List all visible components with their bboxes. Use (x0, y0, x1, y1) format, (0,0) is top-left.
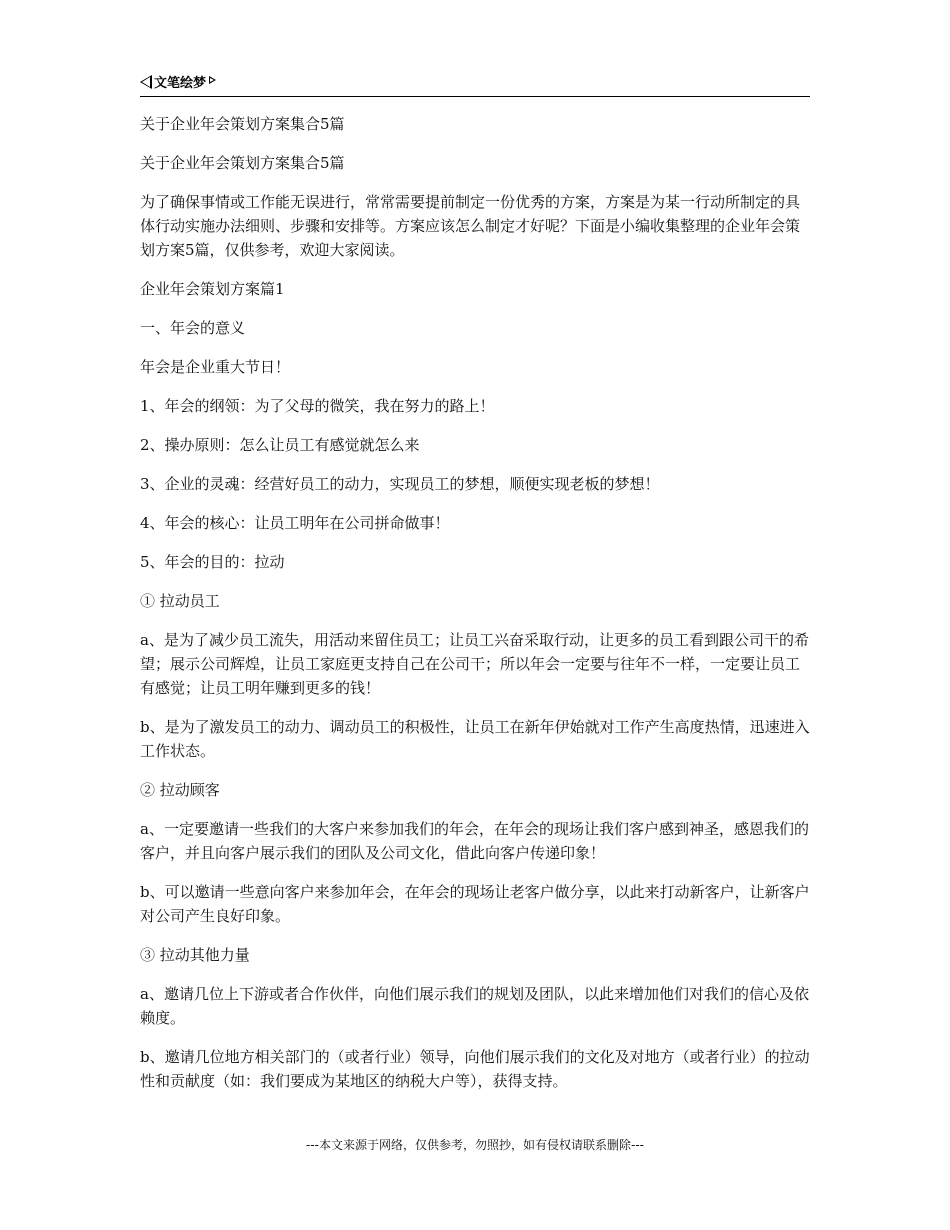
page-footer: ---本文来源于网络，仅供参考，勿照抄，如有侵权请联系删除--- (306, 1138, 644, 1152)
list-item: 5、年会的目的：拉动 (140, 553, 285, 571)
page-header (140, 72, 810, 97)
paragraph: b、是为了激发员工的动力、调动员工的积极性，让员工在新年伊始就对工作产生高度热情，迅速进入工作状态。 (140, 718, 810, 760)
paragraph: 年会是企业重大节日！ (140, 358, 291, 376)
subheading: ② 拉动顾客 (140, 781, 220, 799)
document-subtitle: 关于企业年会策划方案集合5篇 (140, 154, 345, 172)
list-item: 4、年会的核心：让员工明年在公司拼命做事！ (140, 514, 450, 532)
section-heading: 企业年会策划方案篇1 (140, 280, 285, 298)
brand-name: 文笔绘梦 (154, 76, 207, 91)
paragraph: b、可以邀请一些意向客户来参加年会，在年会的现场让老客户做分享，以此来打动新客户，让新客户对公司产生良好印象。 (140, 883, 810, 925)
paragraph: a、邀请几位上下游或者合作伙伴，向他们展示我们的规划及团队，以此来增加他们对我们的信心及依赖度。 (140, 985, 809, 1027)
paragraph: a、是为了减少员工流失，用活动来留住员工；让员工兴奋采取行动，让更多的员工看到跟公司干的希望；展示公司辉煌，让员工家庭更支持自己在公司干；所以年会一定要与往年不一样，一定要让员工有感觉；让员工明年赚到更多的钱！ (140, 631, 809, 697)
brand-logo (140, 72, 216, 91)
subheading: ③ 拉动其他力量 (140, 946, 250, 964)
subheading: ① 拉动员工 (140, 592, 220, 610)
list-item: 1、年会的纲领：为了父母的微笑，我在努力的路上！ (140, 397, 495, 415)
list-item: 3、企业的灵魂：经营好员工的动力，实现员工的梦想，顺便实现老板的梦想！ (140, 475, 660, 493)
document-title: 关于企业年会策划方案集合5篇 (140, 115, 345, 133)
intro-paragraph: 为了确保事情或工作能无误进行，常常需要提前制定一份优秀的方案，方案是为某一行动所制定的具体行动实施办法细则、步骤和安排等。方案应该怎么制定才好呢？下面是小编收集整理的企业年会策划方案5篇，仅供参考，欢迎大家阅读。 (140, 193, 801, 259)
list-item: 2、操办原则：怎么让员工有感觉就怎么来 (140, 436, 420, 454)
subsection-heading: 一、年会的意义 (140, 319, 246, 337)
document-body (140, 112, 810, 1108)
paragraph: a、一定要邀请一些我们的大客户来参加我们的年会，在年会的现场让我们客户感到神圣，感恩我们的客户，并且向客户展示我们的团队及公司文化，借此向客户传递印象！ (140, 820, 809, 862)
left-triangle-icon (140, 75, 152, 89)
paragraph: b、邀请几位地方相关部门的（或者行业）领导，向他们展示我们的文化及对地方（或者行业）的拉动性和贡献度（如：我们要成为某地区的纳税大户等），获得支持。 (140, 1048, 810, 1090)
right-triangle-icon (209, 76, 216, 84)
